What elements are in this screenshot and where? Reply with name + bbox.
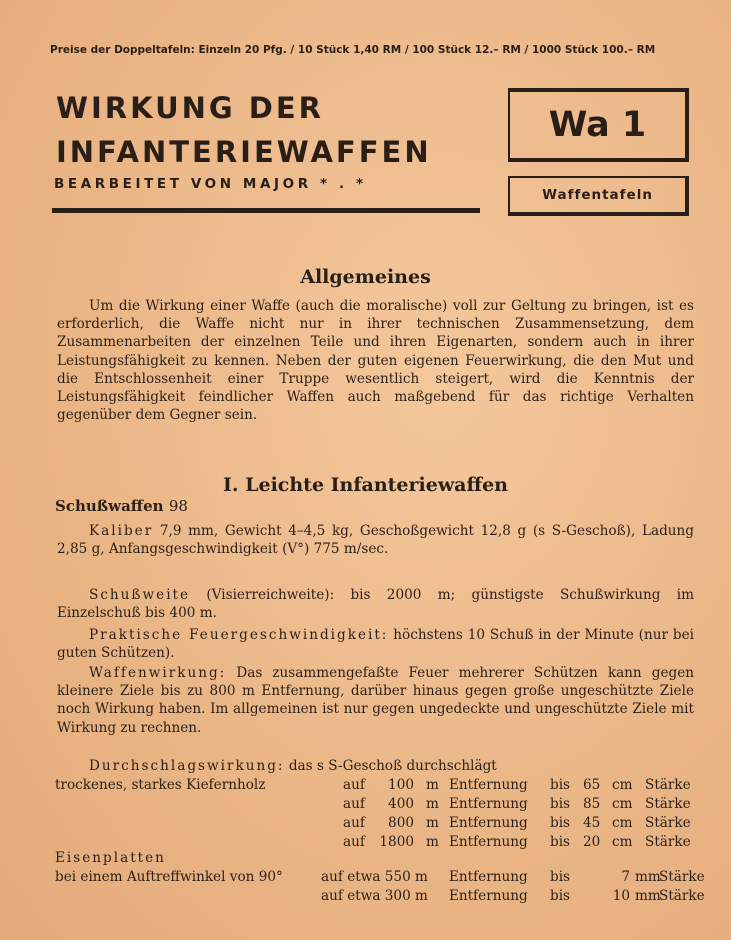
wood-row-depth-unit: cm	[612, 796, 633, 812]
weapon-effect-lead: Waffenwirkung:	[89, 665, 227, 681]
paragraph-fire-rate	[57, 626, 694, 662]
weapon-effect-text: Das zusammengefaßte Feuer mehrerer Schützen kann gegen kleinere Ziele bis zu 800 m Entfernung, darüber hinaus gegen große ungeschützte Ziele noch Wirkung haben. Im allgemeinen ist nur gegen ungedeckte und ungeschützte Ziele mit Wirkung zu rechnen.	[57, 665, 694, 736]
document-subtitle: BEARBEITET VON MAJOR * . *	[54, 176, 367, 192]
wood-row-entfernung: Entfernung	[449, 796, 528, 812]
iron-label: Eisenplatten	[55, 850, 166, 866]
wood-row-depth: 65	[583, 777, 601, 793]
wood-row-prep: auf	[343, 777, 365, 793]
wood-row-staerke: Stärke	[645, 815, 691, 831]
wood-row-distance: 400	[388, 796, 414, 812]
paragraph-caliber	[57, 522, 694, 558]
penetration-intro	[89, 758, 497, 774]
wood-row-bis: bis	[550, 815, 571, 831]
wood-row-staerke: Stärke	[645, 796, 691, 812]
series-box	[508, 176, 689, 216]
wood-row-entfernung: Entfernung	[449, 815, 528, 831]
wood-label: trockenes, starkes Kiefernholz	[55, 777, 266, 793]
wood-row-depth-unit: cm	[612, 815, 633, 831]
iron-row-1-staerke: Stärke	[659, 869, 705, 885]
caliber-lead: Kaliber	[89, 523, 154, 539]
wood-row-depth: 20	[583, 834, 601, 850]
wood-row-bis: bis	[550, 834, 571, 850]
paragraph-range	[57, 586, 694, 622]
title-line-2: INFANTERIEWAFFEN	[56, 135, 432, 169]
wood-row-depth: 45	[583, 815, 601, 831]
weapon-heading	[55, 497, 188, 515]
wood-row-unit: m	[426, 777, 439, 793]
range-lead: Schußweite	[89, 587, 191, 603]
wood-row-distance: 800	[388, 815, 414, 831]
penetration-intro-text: das s S-Geschoß durchschlägt	[288, 758, 497, 774]
wood-row-staerke: Stärke	[645, 834, 691, 850]
iron-row-2-depth: 10	[612, 888, 630, 904]
wood-row-distance: 1800	[379, 834, 414, 850]
title-rule	[52, 208, 480, 213]
paragraph-weapon-effect	[57, 664, 694, 737]
iron-row-2-entfernung: Entfernung	[449, 888, 528, 904]
wood-row-depth: 85	[583, 796, 601, 812]
wood-row-entfernung: Entfernung	[449, 777, 528, 793]
iron-row-1-bis: bis	[550, 869, 571, 885]
wood-row-unit: m	[426, 834, 439, 850]
wood-row-prep: auf	[343, 834, 365, 850]
document-code: Wa 1	[548, 105, 647, 145]
wood-row-entfernung: Entfernung	[449, 834, 528, 850]
iron-row-1-depth-unit: mm	[635, 869, 661, 885]
fire-rate-text: höchstens 10 Schuß in der Minute (nur bei guten Schützen).	[57, 627, 694, 662]
price-line: Preise der Doppeltafeln: Einzeln 20 Pfg. / 10 Stück 1,40 RM / 100 Stück 12.– RM / 1000 Stück 100.– RM	[50, 44, 656, 56]
wood-row-unit: m	[426, 796, 439, 812]
heading-general: Allgemeines	[300, 266, 431, 288]
wood-row-distance: 100	[388, 777, 414, 793]
heading-section-1: I. Leichte Infanteriewaffen	[223, 474, 508, 496]
iron-row-1-distance: auf etwa 550 m	[321, 869, 428, 885]
weapon-name: Schußwaffen	[55, 497, 164, 515]
document-title	[56, 86, 432, 174]
iron-row-1-entfernung: Entfernung	[449, 869, 528, 885]
range-text: (Visierreichweite): bis 2000 m; günstigste Schußwirkung im Einzelschuß bis 400 m.	[57, 587, 694, 622]
general-paragraph: Um die Wirkung einer Waffe (auch die moralische) voll zur Geltung zu bringen, ist es erforderlich, die Waffe nicht nur in ihrer technischen Zusammensetzung, dem Zusammenarbeiten der einzelnen Teile und ihren Eigenarten, sondern auch in ihrer Leistungsfähigkeit zu kennen. Neben der guten eigenen Feuerwirkung, die den Mut und die Entschlossenheit einer Truppe wesentlich steigert, wird die Kenntnis der Leistungsfähigkeit feindlicher Waffen auch maßgebend für das richtige Verhalten gegenüber dem Gegner sein.	[57, 298, 694, 424]
wood-row-bis: bis	[550, 796, 571, 812]
iron-row-1-depth: 7	[621, 869, 630, 885]
penetration-lead: Durchschlagswirkung:	[89, 758, 285, 774]
wood-row-depth-unit: cm	[612, 777, 633, 793]
weapon-number: 98	[168, 497, 188, 515]
wood-row-bis: bis	[550, 777, 571, 793]
document-code-box	[508, 88, 689, 162]
wood-row-depth-unit: cm	[612, 834, 633, 850]
iron-row-2-bis: bis	[550, 888, 571, 904]
wood-row-prep: auf	[343, 815, 365, 831]
caliber-text: 7,9 mm, Gewicht 4–4,5 kg, Geschoßgewicht 12,8 g (s S-Geschoß), Ladung 2,85 g, Anfangsgeschwindigkeit (V°) 775 m/sec.	[57, 523, 694, 558]
iron-row-angle: bei einem Auftreffwinkel von 90°	[55, 869, 283, 885]
iron-row-2-distance: auf etwa 300 m	[321, 888, 428, 904]
title-line-1: WIRKUNG DER	[56, 91, 325, 125]
wood-row-staerke: Stärke	[645, 777, 691, 793]
wood-row-unit: m	[426, 815, 439, 831]
fire-rate-lead: Praktische Feuergeschwindigkeit:	[89, 627, 389, 643]
iron-row-2-staerke: Stärke	[659, 888, 705, 904]
wood-row-prep: auf	[343, 796, 365, 812]
iron-row-2-depth-unit: mm	[635, 888, 661, 904]
series-label: Waffentafeln	[542, 187, 653, 203]
